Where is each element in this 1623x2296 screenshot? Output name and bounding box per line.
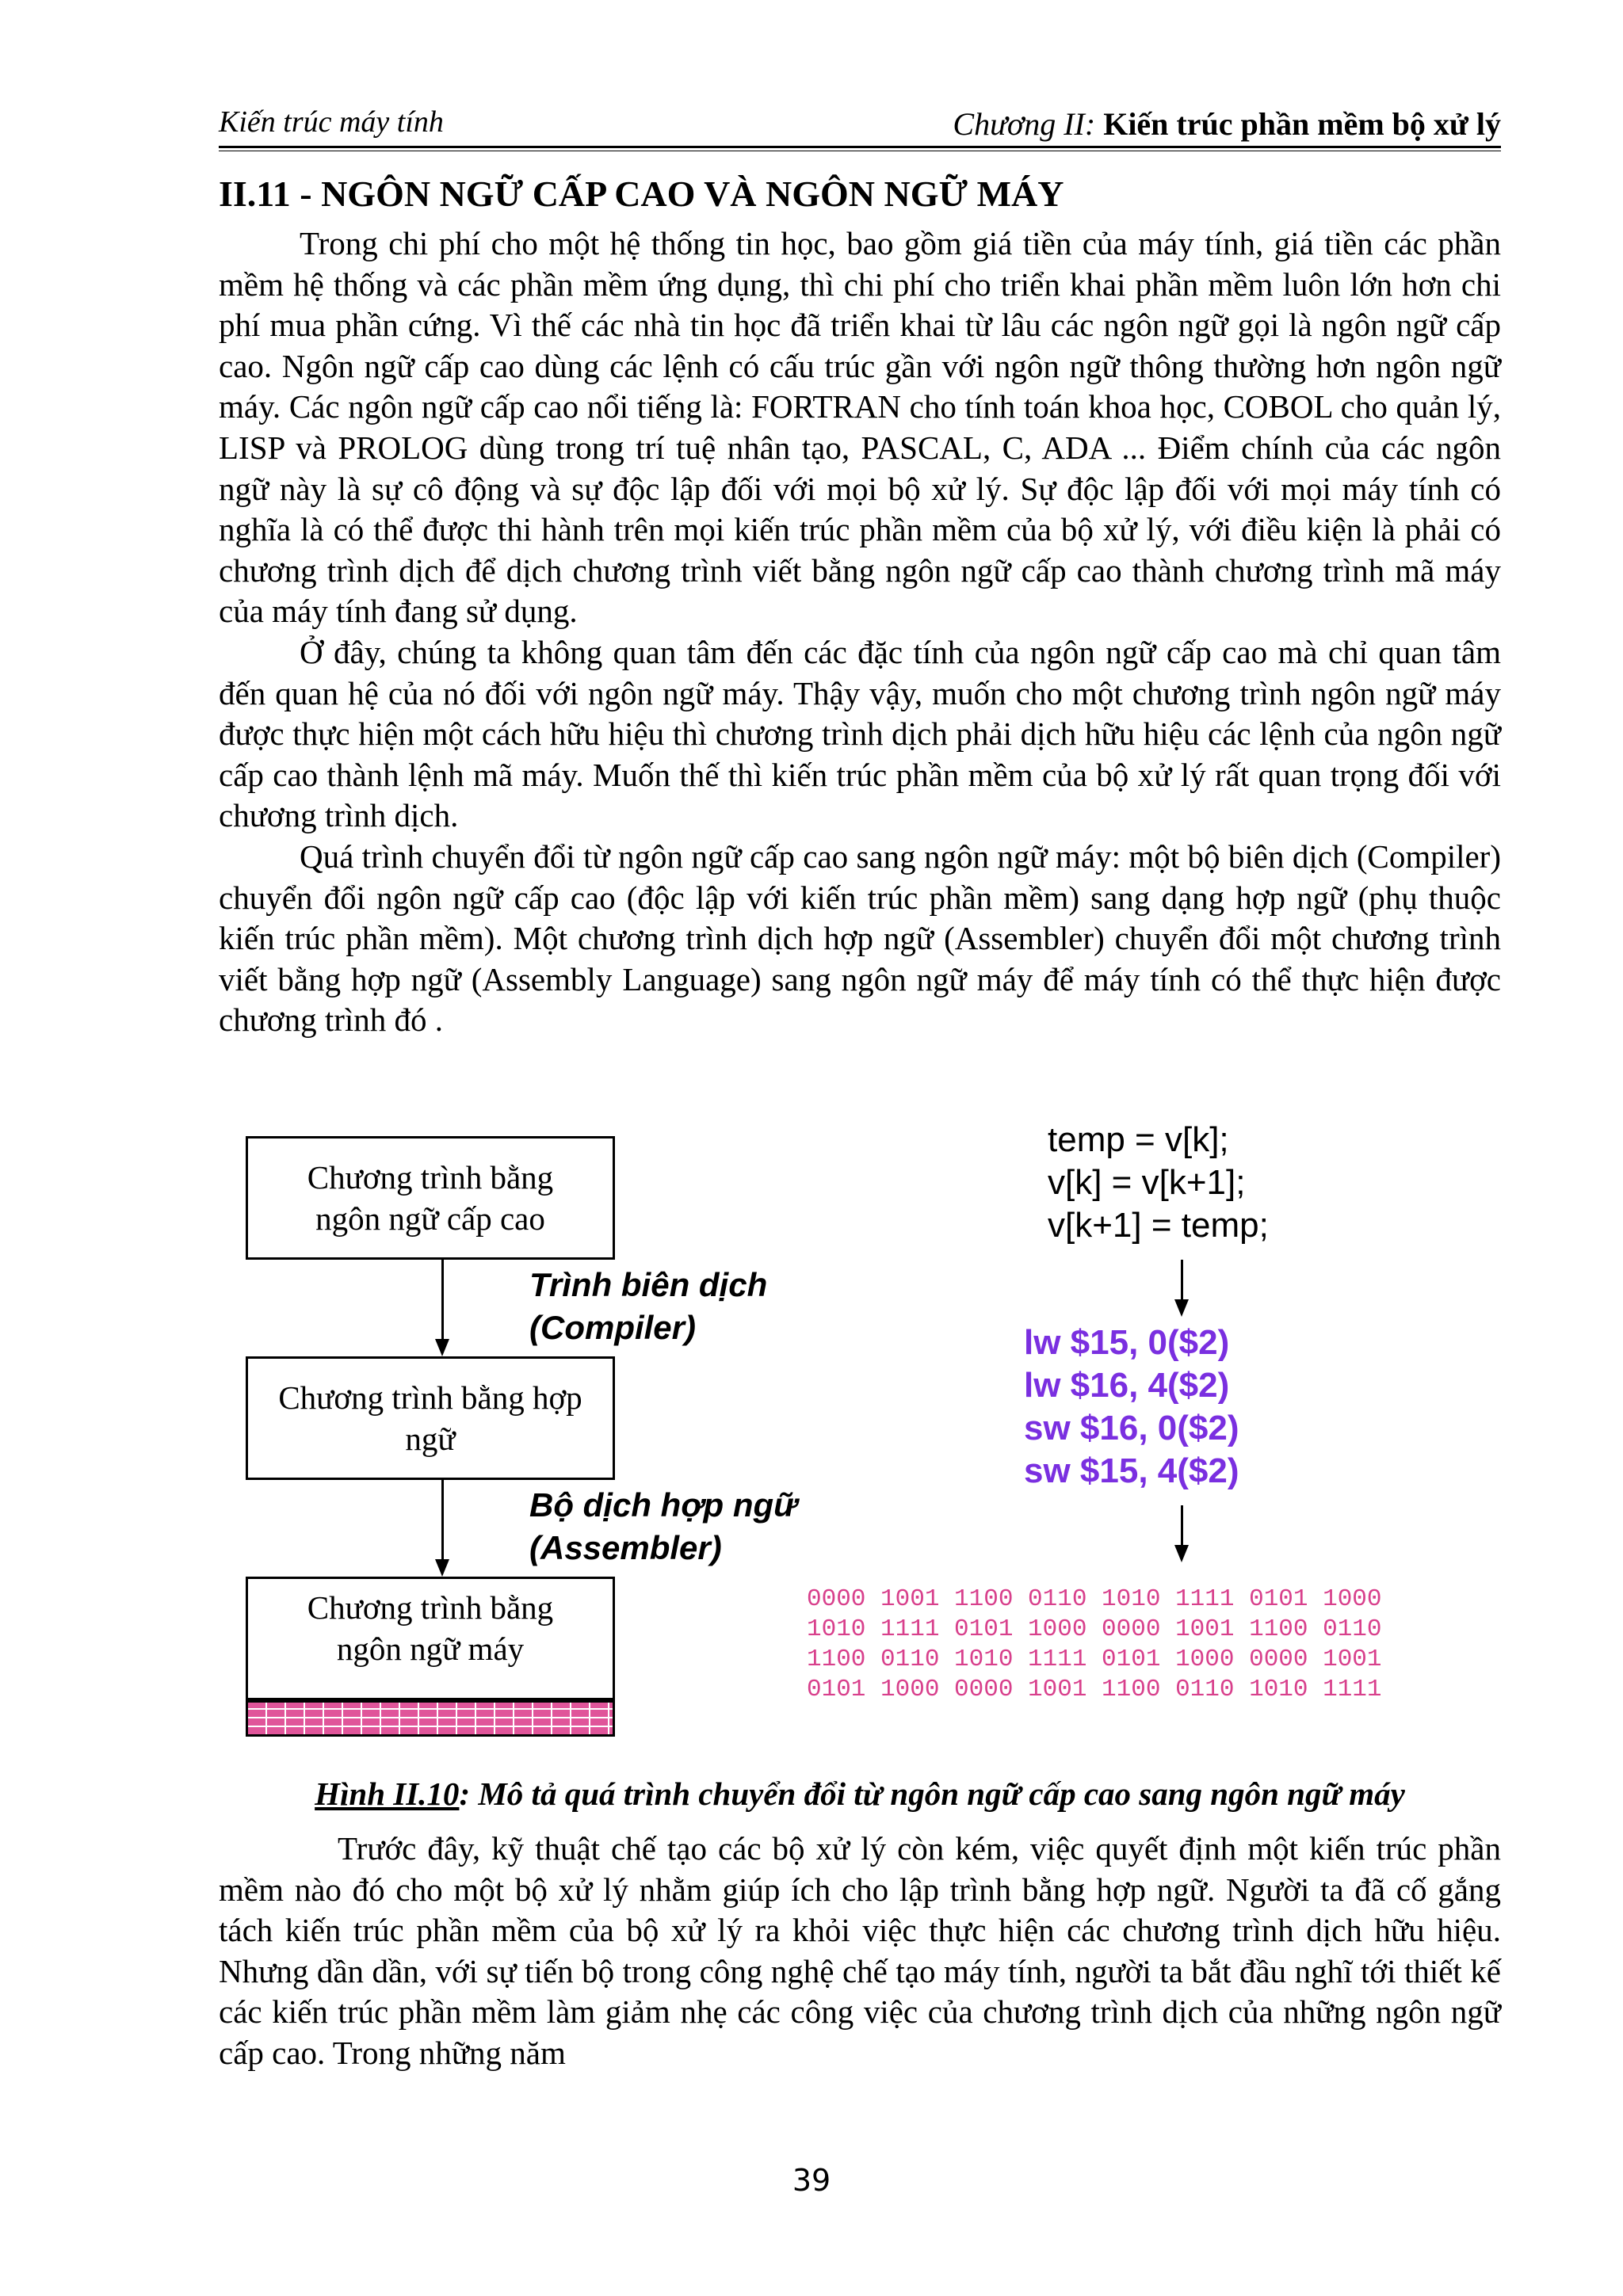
page-header [219,97,1501,146]
header-chapter-number: Chương II: [953,106,1096,142]
high-level-program-box [246,1136,615,1260]
figure-caption [219,1775,1501,1813]
assembly-line: lw $15, 0($2) [1024,1323,1230,1362]
paragraph-process: Quá trình chuyển đổi từ ngôn ngữ cấp cao sang ngôn ngữ máy: một bộ biên dịch (Compiler) chuyển đổi ngôn ngữ cấp cao (độc lập với kiến trúc phần mềm) sang dạng hợp ngữ (phụ thuộc kiến trúc phần mềm). Một chương trình dịch hợp ngữ (Assembler) chuyển đổi một chương trình viết bằng hợp ngữ (Assembly Language) sang ngôn ngữ máy để máy tính có thể thực hiện được chương trình đó . [219,837,1501,1039]
box-line: Chương trình bằng [307,1159,554,1196]
arrow-line [1181,1260,1183,1301]
body-text-bottom [219,1829,1501,2074]
box-line: ngữ [405,1421,456,1457]
body-text-top [219,223,1501,1041]
assembler-label [529,1484,797,1569]
box-line: ngôn ngữ máy [336,1630,525,1667]
figure-label: Hình II.10 [315,1775,460,1812]
assembly-program-box [246,1356,615,1480]
page-number: 39 [792,2163,831,2198]
arrow-down-icon [435,1339,449,1356]
arrow-down-icon [1174,1545,1189,1562]
arrow-line [1181,1505,1183,1547]
figure-caption-text: : Mô tả quá trình chuyển đổi từ ngôn ngữ cấp cao sang ngôn ngữ máy [459,1775,1405,1812]
assembly-line: sw $15, 4($2) [1024,1451,1239,1490]
assembly-line: lw $16, 4($2) [1024,1366,1230,1405]
source-code-line: v[k+1] = temp; [1048,1206,1269,1245]
machine-program-box [246,1577,615,1700]
paragraph-cost: Trong chi phí cho một hệ thống tin học, bao gồm giá tiền của máy tính, giá tiền các phần mềm hệ thống và các phần mềm ứng dụng, thì chi phí cho triển khai phần mềm luôn lớn hơn chi phí mua phần cứng. Vì thế các nhà tin học đã triển khai từ lâu các ngôn ngữ gọi là ngôn ngữ cấp cao. Ngôn ngữ cấp cao dùng các lệnh có cấu trúc gần với ngôn ngữ thông thường hơn ngôn ngữ máy. Các ngôn ngữ cấp cao nổi tiếng là: FORTRAN cho tính toán khoa học, COBOL cho quản lý, LISP và PROLOG dùng trong trí tuệ nhân tạo, PASCAL, C, ADA ... Điểm chính của các ngôn ngữ này là sự cô động và sự độc lập đối với mọi bộ xử lý. Sự độc lập đối với mọi máy tính có nghĩa là có thể được thi hành trên mọi kiến trúc phần mềm của bộ xử lý, với điều kiện là phải có chương trình dịch để dịch chương trình viết bằng ngôn ngữ cấp cao thành chương trình mã máy của máy tính đang sử dụng. [219,225,1501,630]
machine-code-line: 1010 1111 0101 1000 0000 1001 1100 0110 [807,1615,1382,1643]
machine-code-line: 0000 1001 1100 0110 1010 1111 0101 1000 [807,1585,1382,1613]
arrow-down-icon [435,1559,449,1577]
box-line: Chương trình bằng [307,1589,554,1626]
source-code-line: v[k] = v[k+1]; [1048,1163,1246,1202]
header-chapter [953,105,1501,143]
section-title: II.11 - NGÔN NGỮ CẤP CAO VÀ NGÔN NGỮ MÁY [219,174,1064,214]
header-chapter-title: Kiến trúc phần mềm bộ xử lý [1103,106,1501,142]
header-rule-thick [219,146,1501,148]
assembly-line: sw $16, 0($2) [1024,1409,1239,1447]
box-line: ngôn ngữ cấp cao [315,1200,545,1237]
machine-code-line: 1100 0110 1010 1111 0101 1000 0000 1001 [807,1646,1382,1673]
paragraph-relation: Ở đây, chúng ta không quan tâm đến các đặc tính của ngôn ngữ cấp cao mà chỉ quan tâm đến quan hệ của nó đối với ngôn ngữ máy. Thậy vậy, muốn cho một chương trình ngôn ngữ máy được thực hiện một cách hữu hiệu thì chương trình dịch phải dịch hữu hiệu các lệnh của ngôn ngữ cấp cao thành lệnh mã máy. Muốn thế thì kiến trúc phần mềm của bộ xử lý rất quan trọng đối với chương trình dịch. [219,633,1501,834]
paragraph-history: Trước đây, kỹ thuật chế tạo các bộ xử lý còn kém, việc quyết định một kiến trúc phần mềm nào đó cho một bộ xử lý nhằm giúp ích cho lập trình bằng hợp ngữ. Người ta đã cố gắng tách kiến trúc phần mềm của bộ xử lý ra khỏi việc thực hiện các chương trình dịch hữu hiệu. Nhưng dần dần, với sự tiến bộ trong công nghệ chế tạo máy tính, người ta bắt đầu nghĩ tới thiết kế các kiến trúc phần mềm làm giảm nhẹ các công việc của chương trình dịch của những ngôn ngữ cấp cao. Trong những năm [219,1830,1501,2071]
arrow-line [441,1260,444,1341]
header-book-title: Kiến trúc máy tính [219,105,444,139]
box-line: Chương trình bằng hợp [278,1379,582,1416]
brick-pattern-base [246,1700,615,1737]
step-line: Trình biên dịch [529,1266,768,1303]
machine-code-line: 0101 1000 0000 1001 1100 0110 1010 1111 [807,1676,1382,1703]
arrow-line [441,1480,444,1561]
step-line: (Assembler) [529,1529,722,1566]
step-line: (Compiler) [529,1309,696,1346]
source-code-line: temp = v[k]; [1048,1120,1229,1159]
step-line: Bộ dịch hợp ngữ [529,1486,798,1524]
arrow-down-icon [1174,1299,1189,1317]
compiler-label [529,1264,767,1349]
